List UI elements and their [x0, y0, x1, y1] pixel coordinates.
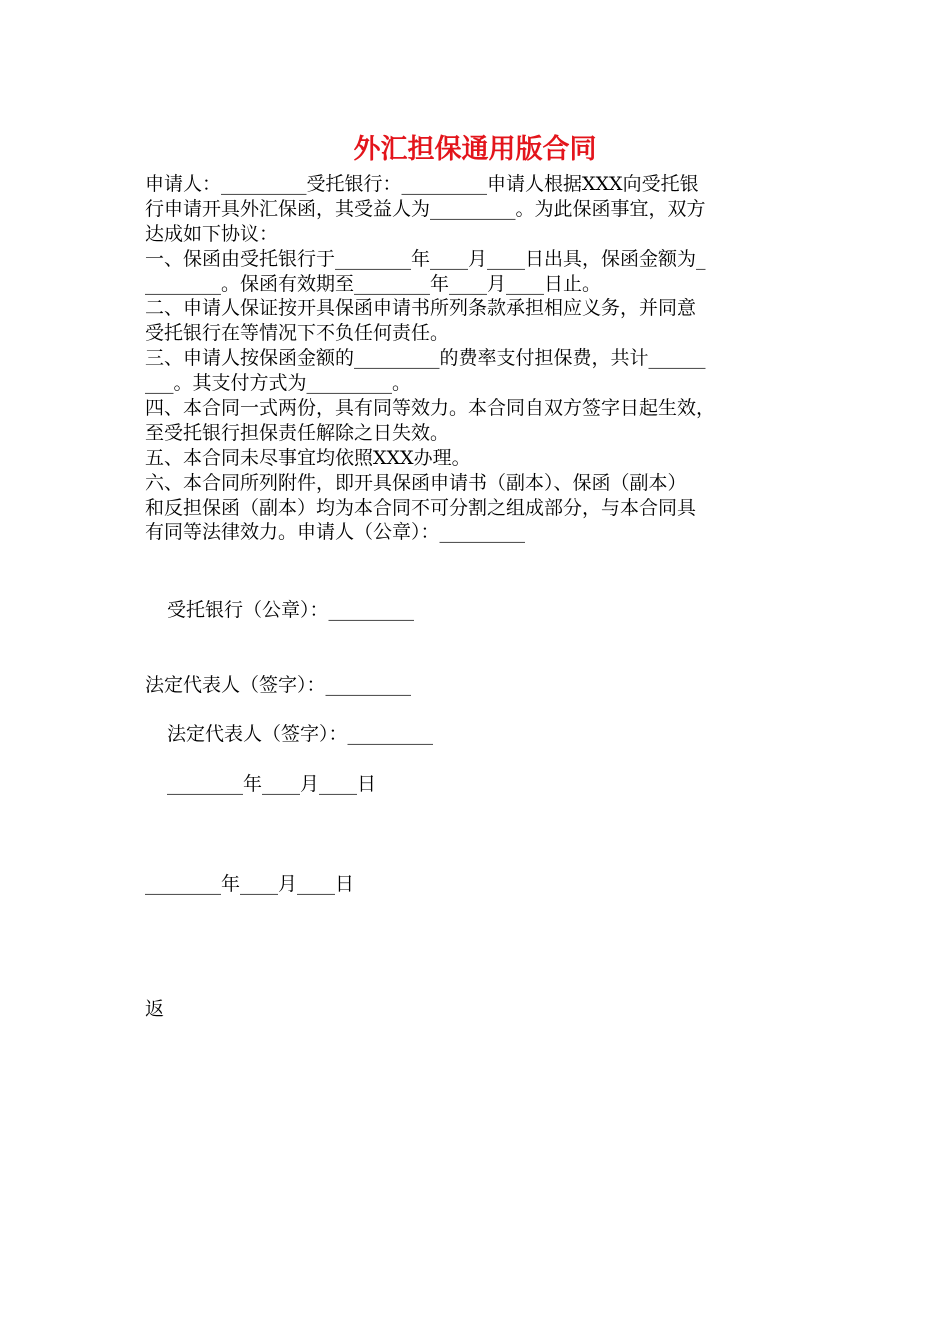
clause-6-line: 有同等法律效力。申请人（公章）：_________	[145, 521, 526, 544]
legal-rep-signature-line: 法定代表人（签字）：_________	[167, 723, 434, 745]
clause-6-line: 六、本合同所列附件，即开具保函申请书（副本）、保函（副本）	[145, 471, 687, 494]
trailing-text: 返	[145, 998, 165, 1020]
date-line: ________年____月____日	[167, 773, 377, 795]
clause-6-line: 和反担保函（副本）均为本合同不可分割之组成部分，与本合同具	[145, 496, 697, 519]
clause-3-line: 三、申请人按保函金额的_________的费率支付担保费，共计______	[145, 347, 706, 370]
document-title: 外汇担保通用版合同	[353, 134, 597, 165]
legal-rep-signature-line: 法定代表人（签字）：_________	[145, 674, 412, 696]
contract-body	[145, 172, 813, 545]
clause-1-line: ________。保函有效期至________年____月____日止。	[145, 272, 602, 295]
clause-4-line: 至受托银行担保责任解除之日失效。	[145, 421, 450, 444]
body-line: 行申请开具外汇保函，其受益人为_________。为此保函事宜，双方	[145, 197, 706, 220]
date-line: ________年____月____日	[145, 873, 355, 895]
clause-4-line: 四、本合同一式两份，具有同等效力。本合同自双方签字日起生效，	[145, 397, 716, 420]
body-line: 达成如下协议：	[145, 222, 279, 245]
body-line: 申请人：_________受托银行：_________申请人根据XXX向受托银	[145, 173, 699, 195]
bank-seal-line: 受托银行（公章）：_________	[167, 599, 415, 621]
clause-5-line: 五、本合同未尽事宜均依照XXX办理。	[145, 446, 471, 469]
clause-2-line: 受托银行在等情况下不负任何责任。	[145, 322, 450, 345]
clause-1-line: 一、保函由受托银行于________年____月____日出具，保函金额为_	[145, 247, 706, 270]
clause-3-line: ___。其支付方式为_________。	[145, 372, 412, 395]
clause-2-line: 二、申请人保证按开具保函申请书所列条款承担相应义务，并同意	[145, 297, 697, 320]
